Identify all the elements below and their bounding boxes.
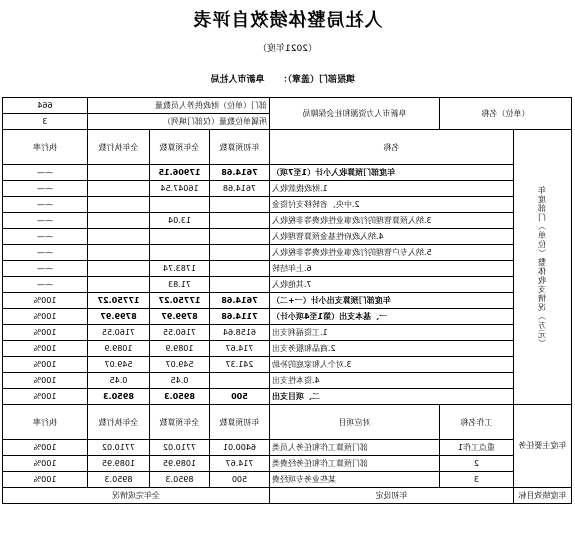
- finance-item-name: 年度部门预算支出小计（一+二）: [270, 293, 514, 309]
- task-annual-value: 7710.02: [150, 440, 210, 456]
- finance-executed-value: [88, 245, 150, 261]
- finance-col-rate: 执行率: [3, 130, 88, 165]
- finance-row: [3, 229, 572, 245]
- finance-row: [3, 245, 572, 261]
- report-year: （2021年度）: [258, 44, 317, 54]
- finance-item-name: 4.资本性支出: [270, 373, 514, 389]
- finance-annual-value: 1783.74: [150, 261, 210, 277]
- dept-value: 阜新市人社局: [210, 75, 265, 85]
- finance-executed-value: [88, 181, 150, 197]
- finance-initial-value: 7614.68: [210, 181, 270, 197]
- finance-initial-value: [210, 277, 270, 293]
- finance-item-name: 6.上年结转: [270, 261, 514, 277]
- finance-initial-value: [210, 213, 270, 229]
- finance-initial-value: 714.67: [210, 341, 270, 357]
- finance-row: [3, 197, 572, 213]
- finance-annual-value: [150, 229, 210, 245]
- finance-initial-value: [210, 197, 270, 213]
- finance-header-row: [3, 130, 572, 165]
- finance-row: [3, 261, 572, 277]
- finance-section-label: 年度部门（单位）整体收支情况（万元）: [514, 130, 572, 405]
- finance-initial-value: [210, 229, 270, 245]
- finance-executed-value: 549.07: [88, 357, 150, 373]
- finance-initial-value: [210, 245, 270, 261]
- dept-label: 填报部门（盖章）：: [278, 75, 355, 85]
- unit-name-row: [3, 98, 572, 114]
- finance-row: [3, 277, 572, 293]
- sub-units-label: 所属单位数量（仅部门填列）: [88, 114, 270, 130]
- staff-value: 664: [3, 98, 88, 114]
- finance-rate-value: 100%: [3, 389, 88, 405]
- task-name: 2: [440, 456, 514, 472]
- finance-executed-value: [88, 261, 150, 277]
- finance-rate-value: ——: [3, 213, 88, 229]
- finance-executed-value: [88, 229, 150, 245]
- finance-item-name: 2.商品和服务支出: [270, 341, 514, 357]
- finance-rate-value: 100%: [3, 357, 88, 373]
- finance-initial-value: 6158.64: [210, 325, 270, 341]
- finance-row: [3, 293, 572, 309]
- finance-rate-value: ——: [3, 181, 88, 197]
- task-initial-value: 6400.01: [210, 440, 270, 456]
- task-row: [3, 456, 572, 472]
- finance-rate-value: ——: [3, 197, 88, 213]
- task-annual-value: 1089.95: [150, 456, 210, 472]
- footer-col-b: 全年完成情况: [3, 488, 270, 504]
- finance-item-name: 1.财政拨款收入: [270, 181, 514, 197]
- unit-name-value: 阜新市人力资源和社会保障局: [270, 98, 440, 130]
- finance-item-name: 3.纳入预算管理的行政事业性收费等非税收入: [270, 213, 514, 229]
- task-rate-value: 100%: [3, 456, 88, 472]
- finance-rate-value: ——: [3, 261, 88, 277]
- footer-label: 年度绩效目标: [514, 488, 572, 504]
- finance-annual-value: 1089.9: [150, 341, 210, 357]
- finance-initial-value: 7614.68: [210, 293, 270, 309]
- finance-col-name: 名称: [270, 130, 514, 165]
- finance-row: [3, 341, 572, 357]
- tasks-col-annual: 全年预算数: [150, 405, 210, 440]
- footer-row: [3, 488, 572, 504]
- finance-initial-value: 241.37: [210, 357, 270, 373]
- sub-units-value: 3: [3, 114, 88, 130]
- task-rate-value: 100%: [3, 440, 88, 456]
- finance-executed-value: 1089.9: [88, 341, 150, 357]
- finance-annual-value: 17906.15: [150, 165, 210, 181]
- task-row: [3, 440, 572, 456]
- finance-row: [3, 165, 572, 181]
- finance-executed-value: [88, 165, 150, 181]
- finance-executed-value: 7160.55: [88, 325, 150, 341]
- finance-annual-value: 17750.27: [150, 293, 210, 309]
- finance-row: [3, 181, 572, 197]
- finance-annual-value: [150, 245, 210, 261]
- finance-item-name: 一、基本支出（第1至4项小计）: [270, 309, 514, 325]
- finance-rate-value: ——: [3, 277, 88, 293]
- finance-initial-value: 7614.68: [210, 165, 270, 181]
- finance-executed-value: 17750.27: [88, 293, 150, 309]
- task-executed-value: 1089.95: [88, 456, 150, 472]
- task-initial-value: 714.67: [210, 456, 270, 472]
- finance-item-name: 7.其他收入: [270, 277, 514, 293]
- finance-annual-value: 0.45: [150, 373, 210, 389]
- finance-annual-value: 13.04: [150, 213, 210, 229]
- finance-executed-value: [88, 197, 150, 213]
- task-project: 部门预算工作和任务人员类: [270, 440, 440, 456]
- tasks-col-name: 工作名称: [440, 405, 514, 440]
- task-project: 部门预算工作和任务经费类: [270, 456, 440, 472]
- task-initial-value: 500: [210, 472, 270, 488]
- finance-initial-value: [210, 373, 270, 389]
- task-name: 3: [440, 472, 514, 488]
- finance-rate-value: 100%: [3, 341, 88, 357]
- finance-annual-value: 7160.55: [150, 325, 210, 341]
- finance-rate-value: 100%: [3, 309, 88, 325]
- task-executed-value: 7710.02: [88, 440, 150, 456]
- tasks-col-executed: 全年执行数: [88, 405, 150, 440]
- finance-annual-value: 16047.54: [150, 181, 210, 197]
- tasks-col-initial: 年初预算数: [210, 405, 270, 440]
- tasks-col-project: 对应项目: [270, 405, 440, 440]
- finance-item-name: 年度部门预算收入小计（1至7项）: [270, 165, 514, 181]
- finance-executed-value: 8799.97: [88, 309, 150, 325]
- finance-annual-value: 8950.3: [150, 389, 210, 405]
- page-title: 人社局整体绩效自评表: [192, 10, 383, 31]
- tasks-header-row: [3, 405, 572, 440]
- unit-name-label: （单位）名称: [440, 98, 572, 130]
- finance-row: [3, 325, 572, 341]
- task-executed-value: 8950.3: [88, 472, 150, 488]
- finance-initial-value: [210, 261, 270, 277]
- finance-item-name: 1.工资福利支出: [270, 325, 514, 341]
- finance-executed-value: [88, 277, 150, 293]
- finance-col-annual: 全年预算数: [150, 130, 210, 165]
- finance-item-name: 二、项目支出: [270, 389, 514, 405]
- finance-row: [3, 213, 572, 229]
- finance-executed-value: 8950.3: [88, 389, 150, 405]
- finance-item-name: 2.中央、省转移支付资金: [270, 197, 514, 213]
- finance-annual-value: 549.07: [150, 357, 210, 373]
- reporting-department: [210, 72, 355, 85]
- task-row: [3, 472, 572, 488]
- task-name: 重点工作1: [440, 440, 514, 456]
- tasks-col-rate: 执行率: [3, 405, 88, 440]
- finance-annual-value: 8799.97: [150, 309, 210, 325]
- finance-rate-value: ——: [3, 165, 88, 181]
- finance-executed-value: [88, 213, 150, 229]
- finance-rate-value: 100%: [3, 293, 88, 309]
- footer-col-a: 年初设定: [270, 488, 514, 504]
- finance-row: [3, 309, 572, 325]
- finance-row: [3, 389, 572, 405]
- finance-row: [3, 357, 572, 373]
- finance-executed-value: 0.45: [88, 373, 150, 389]
- finance-rate-value: ——: [3, 229, 88, 245]
- finance-initial-value: 500: [210, 389, 270, 405]
- finance-col-initial: 年初预算数: [210, 130, 270, 165]
- finance-col-executed: 全年执行数: [88, 130, 150, 165]
- tasks-section-label: 年度主要任务: [514, 405, 572, 488]
- finance-item-name: 5.纳入专户管理的行政事业性收费等非税收入: [270, 245, 514, 261]
- evaluation-table: [2, 97, 572, 504]
- finance-rate-value: 100%: [3, 325, 88, 341]
- finance-item-name: 4.纳入政府性基金预算管理收入: [270, 229, 514, 245]
- finance-item-name: 3.对个人和家庭的补助: [270, 357, 514, 373]
- staff-label: 部门（单位）财政供养人员数量: [88, 98, 270, 114]
- finance-annual-value: 71.83: [150, 277, 210, 293]
- finance-row: [3, 373, 572, 389]
- finance-annual-value: [150, 197, 210, 213]
- task-rate-value: 100%: [3, 472, 88, 488]
- finance-rate-value: ——: [3, 245, 88, 261]
- task-annual-value: 8950.3: [150, 472, 210, 488]
- finance-initial-value: 7114.68: [210, 309, 270, 325]
- finance-rate-value: 100%: [3, 373, 88, 389]
- task-project: 某些业务专项经费: [270, 472, 440, 488]
